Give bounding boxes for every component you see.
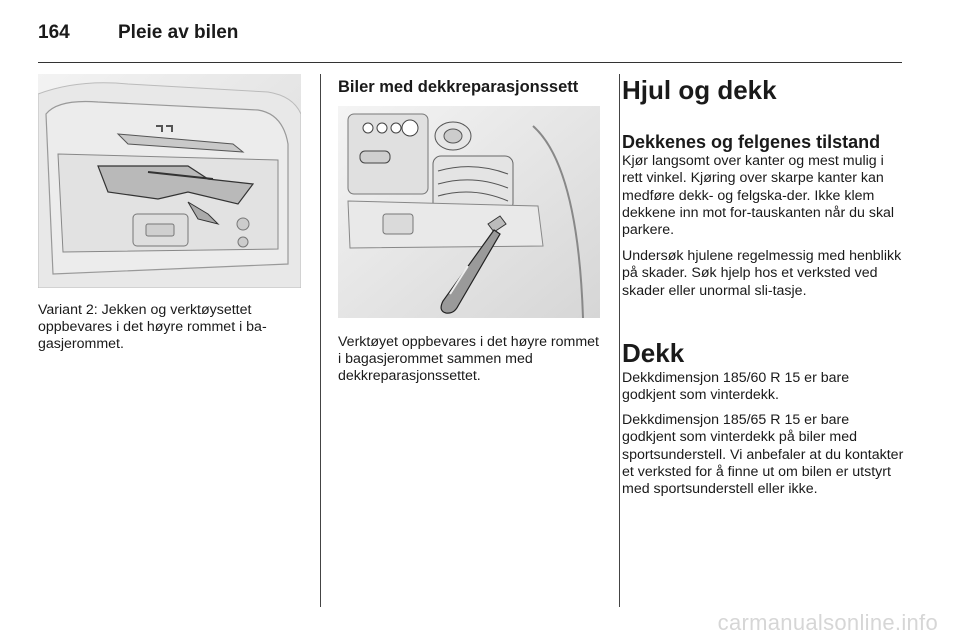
- section-title: Hjul og dekk: [622, 75, 777, 105]
- page-number: 164: [38, 22, 70, 43]
- tyre-repair-heading: Biler med dekkreparasjonssett: [338, 78, 579, 96]
- header-rule: [38, 62, 902, 63]
- tyres-heading: Dekk: [622, 338, 685, 368]
- column-divider-2: [619, 74, 620, 607]
- column-divider-1: [320, 74, 321, 607]
- wheel-condition-paragraph-1: Kjør langsomt over kanter og mest mulig i rett vinkel. Kjøring over skarpe kanter kan medføre dekk- og felgska-der. Ikke klem dekkene inn mot for-tauskanten når du skal parkere.: [622, 153, 895, 239]
- jack-toolkit-illustration: [38, 74, 301, 288]
- tyres-paragraph-1: Dekkdimensjon 185/60 R 15 er bare godkjent som vinterdekk.: [622, 370, 850, 404]
- tyres-paragraph-2: Dekkdimensjon 185/65 R 15 er bare godkjent som vinterdekk på biler med sportsunderstell. Vi anbefaler at du kontakter et verksted for å finne ut om bilen er utstyrt med sportsunderstell eller ikke.: [622, 412, 904, 498]
- page-title: Pleie av bilen: [118, 22, 239, 43]
- watermark: carmanualsonline.info: [717, 610, 938, 635]
- wheel-condition-heading: Dekkenes og felgenes tilstand: [622, 132, 881, 152]
- jack-caption: Variant 2: Jekken og verktøysettet oppbevares i det høyre rommet i ba-gasjerommet.: [38, 302, 267, 352]
- tyre-repair-kit-illustration: [338, 106, 600, 318]
- wheel-condition-paragraph-2: Undersøk hjulene regelmessig med henblikk på skader. Søk hjelp hos et verksted ved skader eller unormal sli-tasje.: [622, 248, 902, 299]
- tyre-repair-caption: Verktøyet oppbevares i det høyre rommet i bagasjerommet sammen med dekkreparasjonssettet.: [338, 334, 599, 384]
